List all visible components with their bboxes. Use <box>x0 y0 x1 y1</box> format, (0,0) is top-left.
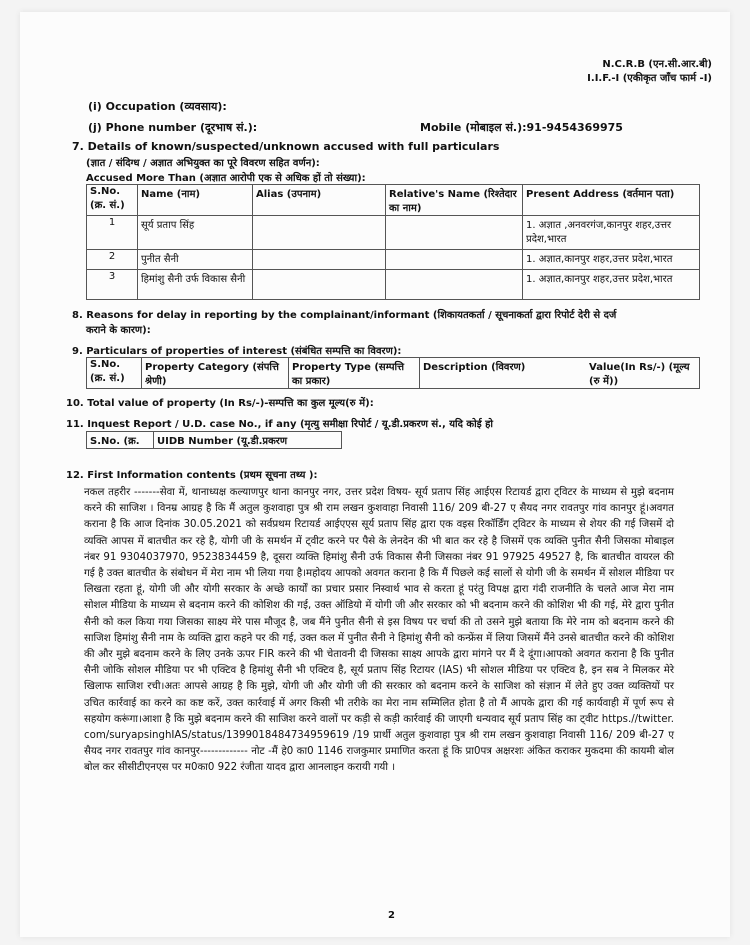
col-sno: S.No. (क्र. सं.) <box>87 358 142 389</box>
accused-more-than: Accused More Than (अज्ञात आरोपी एक से अधिक हों तो संख्या): <box>86 173 366 184</box>
cell-address: 1. अज्ञात ,अनवरगंज,कानपुर शहर,उत्तर प्रदेश,भारत <box>523 216 700 250</box>
col-sno: S.No.(क्र. सं.) <box>87 185 138 216</box>
section7-subtitle: (ज्ञात / संदिग्ध / अज्ञात अभियुक्त का पूरे विवरण सहित वर्णन): <box>86 158 320 169</box>
first-information-body: नकल तहरीर -------सेवा में, थानाध्यक्ष कल्याणपुर थाना कानपुर नगर, उत्तर प्रदेश विषय- सूर्य प्रताप सिंह आईएस रिटायर्ड द्वारा ट्विटर के माध्यम से मुझे बदनाम करने की साजिश । विनम्र आग्रह है कि मैं अतुल कुशवाहा पुत्र श्री राम लखन कुशवाहा निवासी 116/ 209 बी-27 ए सैयद नगर रावतपुर गांव कानपुर हूं।अवगत कराना है कि आज दिनांक 30.05.2021 को सर्वप्रथम रिटायर्ड आईएएस सूर्य प्रताप सिंह द्वारा एक वइस रिकॉर्डिंग ट्विटर के माध्यम से शेयर की गई जिसमें दो व्यक्ति आपस में बातचीत कर रहे है, योगी जी के समर्थन में ट्वीट करने पर पैसे के लेनदेन की भी बात कर रहे है जिसमें एक व्यक्ति पुनीत सैनी जिसका मोबाइल नंबर 91 9304037970, 9523834459 है, दूसरा व्यक्ति हिमांशु सैनी उर्फ विकास सैनी जिसका नंबर 91 97925 49527 है, कि बातचीत वायरल की गई है उक्त बातचीत के संबोधन में मेरा नाम भी लिया गया है।महोदय आपको अवगत कराना है कि मैं पिछले कई सालों से योगी जी के समर्थन में सोशल मीडिया पर लिखता रहता हूं, योगी जी और योगी सरकार के अच्छे कार्यों का प्रचार प्रसार निस्वार्थ भाव से करता हूं परंतु विपक्ष द्वारा गंदी राजनीति के चलते आज मेरा नाम सोशल मीडिया के माध्यम से बदनाम करने की कोशिश की गई, उक्त ऑडियो में योगी जी और सरकार को भी बदनाम करने की कोशिश भी की गई, मेरे द्वारा पुनीत सैनी को कल किया गया जिसका साक्ष्य मेरे पास मौजूद है, जब मैंने पुनीत सैनी से इस विषय पर चर्चा की तो उसने मुझे बताया कि मेरे नाम को बदनाम करने की साजिश हिमांशु सैनी नाम के व्यक्ति द्वारा कहने पर की गई, उक्त कल में पुनीत सैनी ने हिमांशु सैनी को कन्फ्रेंस में लिया जिसमें मैंने उनसे बातचीत करने की कोशिश की और मुझे बदनाम करने के लिए उनके ऊपर FIR करने की भी चेतावनी दी जिसका साक्ष्य आपके द्वारा मांगने पर मैं दे दूंगा।आपको अवगत कराना है कि पुनीत सैनी जोकि सोशल मीडिया पर भी एक्टिव है हिमांशु सैनी भी एक्टिव है, सूर्य प्रताप सिंह रिटायर (IAS) भी सोशल मीडिया पर एक्टिव है, इन सब ने मिलकर मेरे खिलाफ साजिश रची।अतः आपसे आग्रह है कि मुझे, योगी जी और योगी जी की सरकार को बदनाम करने के साजिश को संज्ञान में लेते हुए उक्त व्यक्तियों पर उचित कार्रवाई का करने का कष्ट करें, उक्त कार्रवाई में अगर किसी भी तरीके का मेरा नाम सम्मिलित होता है तो मैं आपके द्वारा की गई कार्यवाही में पूर्ण रूप से सहयोग करूंगा।आशा है कि मुझे बदनाम करने की साजिश करने वालों पर कड़ी से कड़ी कार्रवाई की जाएगी धन्यवाद सूर्य प्रताप सिंह का ट्वीट https.//twitter. com/suryapsinghIAS/status/1399018484734959619 /19 प्रार्थी अतुल कुशवाहा पुत्र श्री राम लखन कुशवाहा निवासी 116/ 209 बी-27 ए सैयद नगर रावतपुर गांव कानपुर------------- नोट -मैं हे0 का0 1146 राजकुमार प्रमाणित करता हूं कि प्रा0पत्र अक्षरशः अंकित कराकर मुकदमा की कायमी बोल बोल कर सीसीटीएनएस पर म0का0 922 रंजीता यादव द्वारा आनलाइन करायी गयी । <box>84 487 674 774</box>
table-row <box>87 270 700 300</box>
table-row <box>87 250 700 270</box>
section7-title: 7. Details of known/suspected/unknown accused with full particulars <box>72 140 500 153</box>
col-sno: S.No. (क्र. <box>87 432 154 449</box>
page-number: 2 <box>388 910 395 921</box>
col-address: Present Address (वर्तमान पता) <box>523 185 700 216</box>
section11-title: 11. Inquest Report / U.D. case No., if any (मृत्यु समीक्षा रिपोर्ट / यू.डी.प्रकरण सं., यदि कोई हो <box>66 419 493 430</box>
cell-name: हिमांशु सैनी उर्फ विकास सैनी <box>138 270 253 300</box>
section10-title: 10. Total value of property (In Rs/-)-सम्पत्ति का कुल मूल्य(रु में): <box>66 398 374 409</box>
document-page <box>20 12 730 937</box>
header-ncrb: N.C.R.B (एन.सी.आर.बी) <box>602 59 712 70</box>
property-table-header <box>87 358 700 389</box>
col-uidb: UIDB Number (यू.डी.प्रकरण <box>154 432 342 449</box>
accused-table-header <box>87 185 700 216</box>
property-table <box>86 357 700 389</box>
occupation-label: (i) Occupation (व्यवसाय): <box>88 100 227 113</box>
col-description: Description (विवरण) <box>420 358 587 389</box>
table-row <box>87 216 700 250</box>
cell-name: पुनीत सैनी <box>138 250 253 270</box>
inquest-table-header <box>87 432 342 449</box>
col-alias: Alias (उपनाम) <box>253 185 386 216</box>
cell-relative <box>386 216 523 250</box>
cell-relative <box>386 270 523 300</box>
cell-alias <box>253 270 386 300</box>
col-type: Property Type (सम्पत्ति का प्रकार) <box>289 358 420 389</box>
cell-name: सूर्य प्रताप सिंह <box>138 216 253 250</box>
section9-title: 9. Particulars of properties of interest (संबंधित सम्पत्ति का विवरण): <box>72 346 402 357</box>
section8-line2: कराने के कारण): <box>86 325 151 336</box>
cell-sno: 2 <box>87 250 138 270</box>
cell-alias <box>253 250 386 270</box>
cell-sno: 3 <box>87 270 138 300</box>
cell-alias <box>253 216 386 250</box>
col-value: Value(In Rs/-) (मूल्य (रु में)) <box>586 358 700 389</box>
col-relative: Relative's Name (रिश्तेदार का नाम) <box>386 185 523 216</box>
cell-sno: 1 <box>87 216 138 250</box>
section8-line1: 8. Reasons for delay in reporting by the complainant/informant (शिकायतकर्ता / सूचनाकर्ता द्वारा रिपोर्ट देरी से दर्ज <box>72 310 617 321</box>
inquest-table <box>86 431 342 449</box>
mobile-number: Mobile (मोबाइल सं.):91-9454369975 <box>420 121 623 134</box>
accused-table <box>86 184 700 300</box>
col-name: Name (नाम) <box>138 185 253 216</box>
cell-address: 1. अज्ञात,कानपुर शहर,उत्तर प्रदेश,भारत <box>523 270 700 300</box>
header-iif: I.I.F.-I (एकीकृत जाँच फार्म -I) <box>587 73 712 84</box>
section12-title: 12. First Information contents (प्रथम सूचना तथ्य ): <box>66 470 318 481</box>
first-information-contents <box>84 485 674 777</box>
col-category: Property Category (संपत्ति श्रेणी) <box>142 358 289 389</box>
cell-relative <box>386 250 523 270</box>
cell-address: 1. अज्ञात,कानपुर शहर,उत्तर प्रदेश,भारत <box>523 250 700 270</box>
phone-label: (j) Phone number (दूरभाष सं.): <box>88 121 258 134</box>
